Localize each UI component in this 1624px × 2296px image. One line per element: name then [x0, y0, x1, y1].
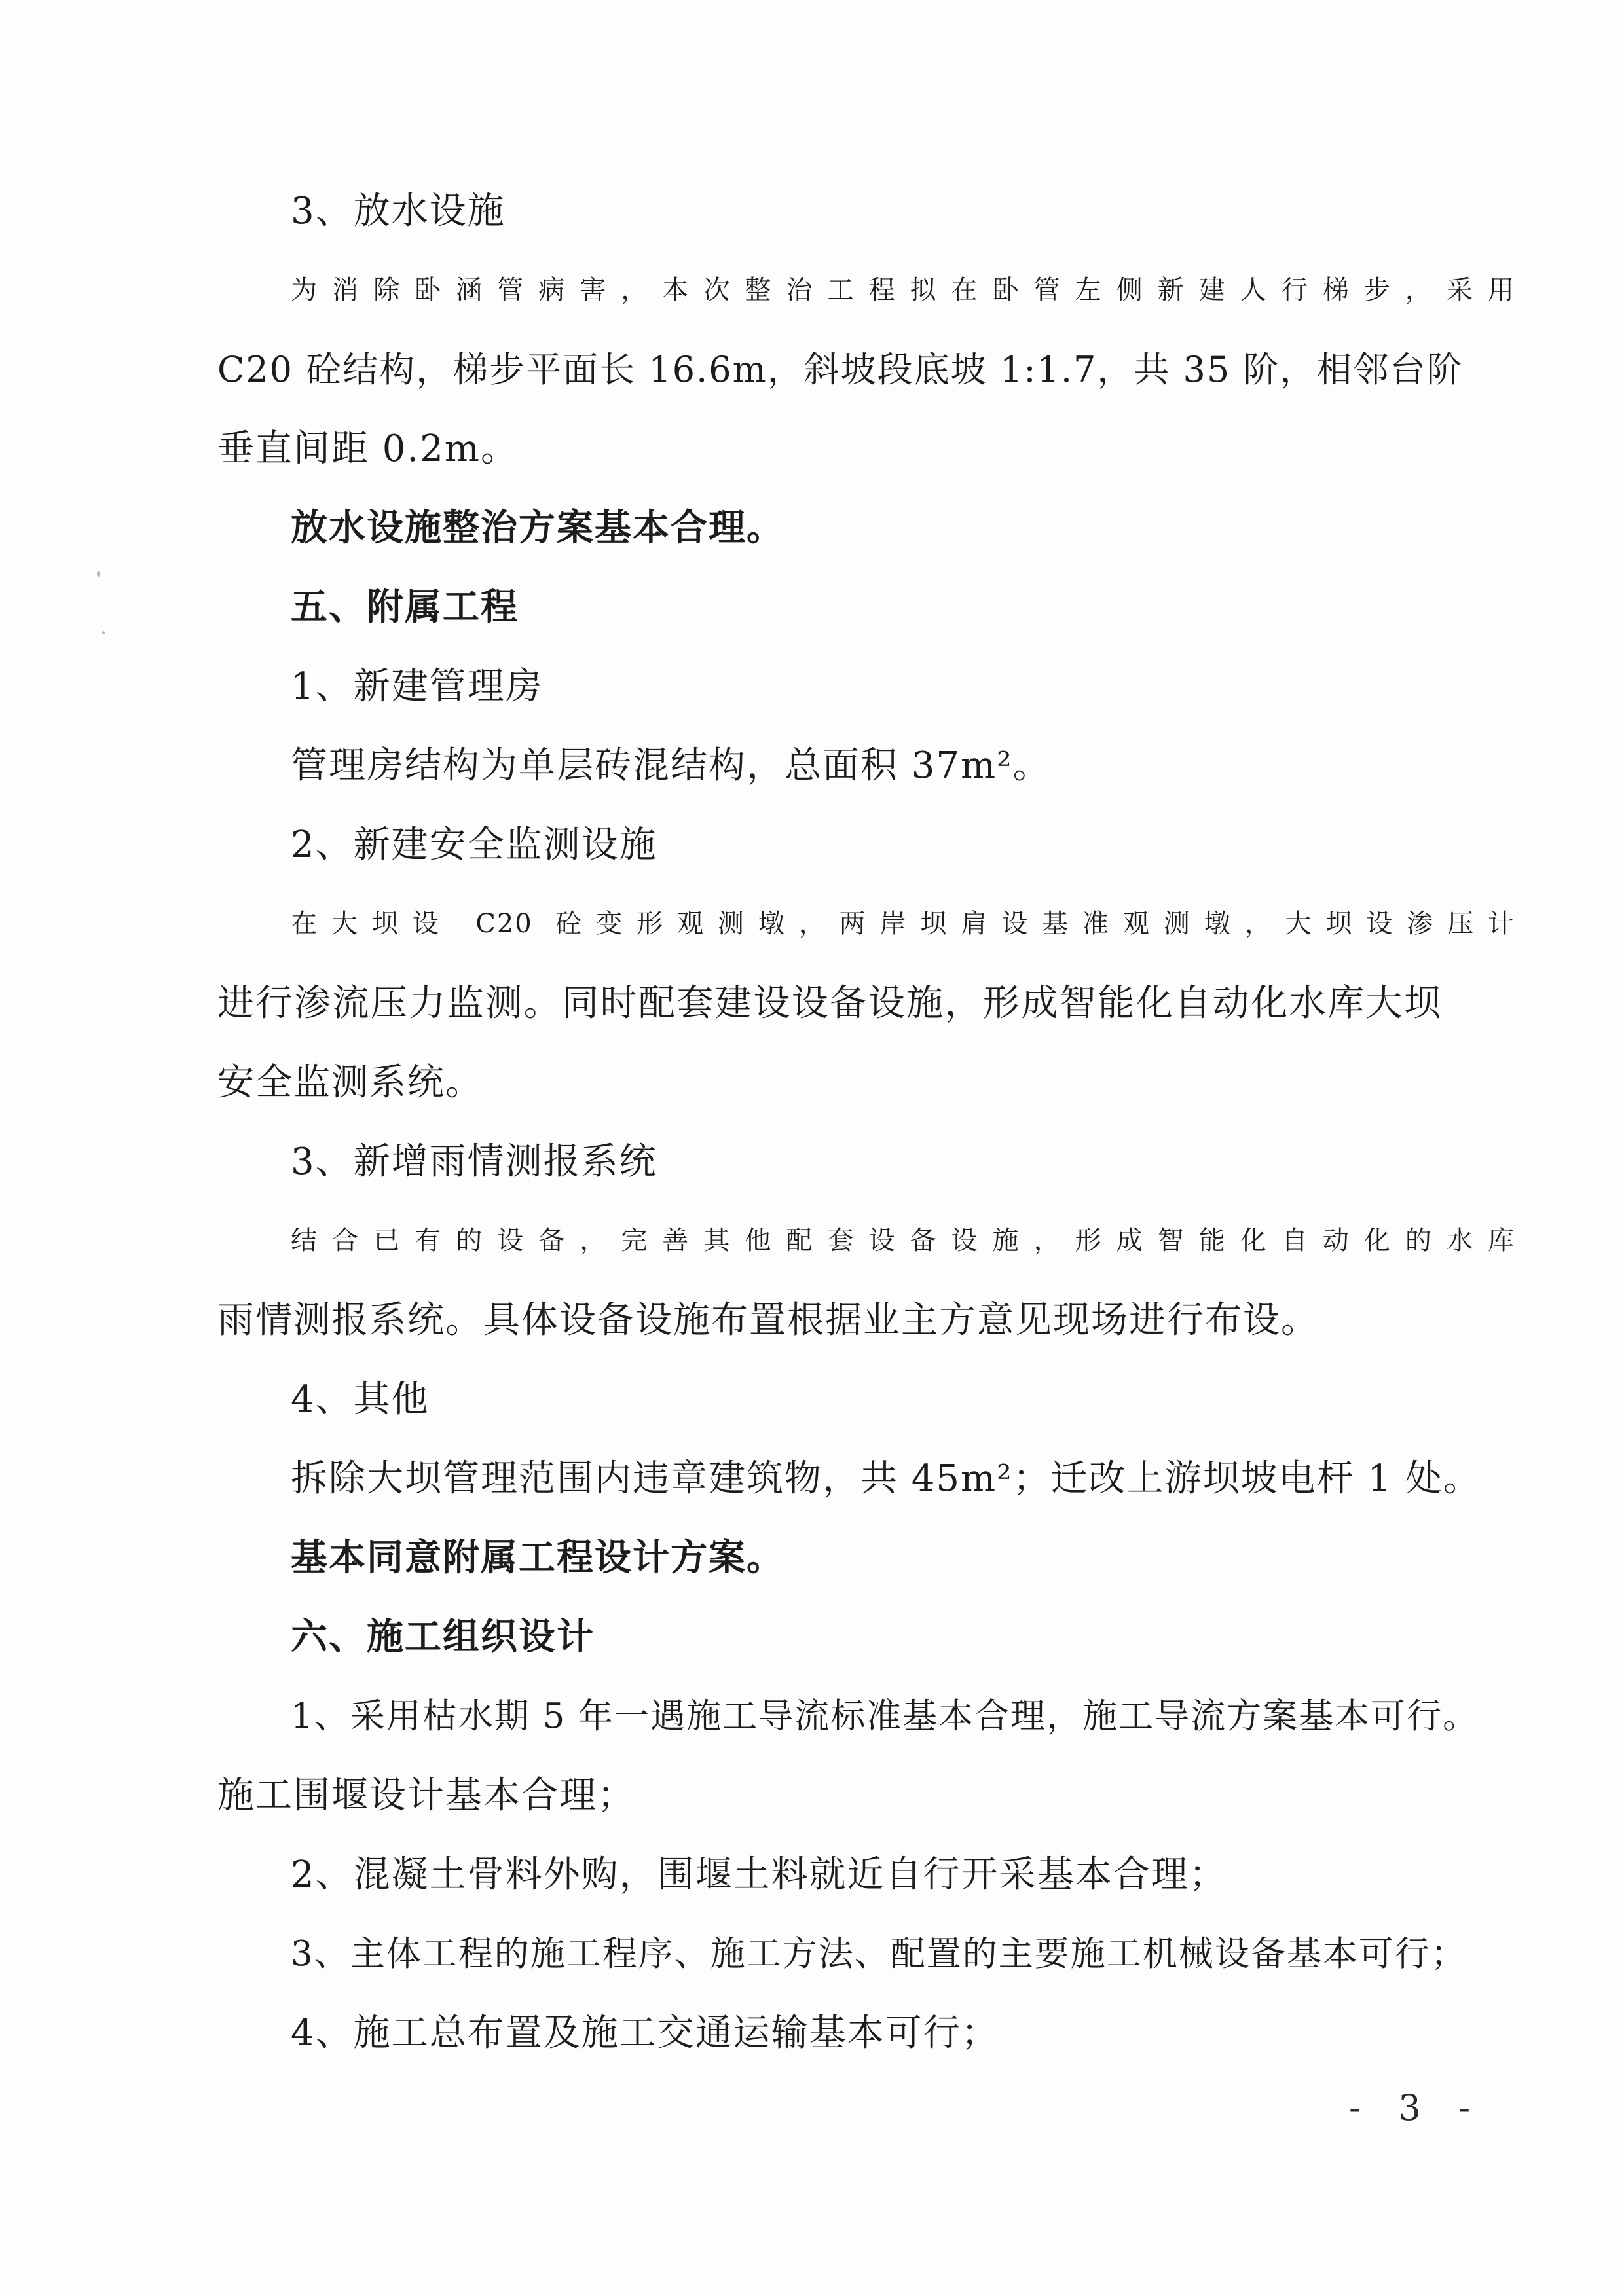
scan-speck — [102, 631, 105, 634]
section-heading: 六、施工组织设计 — [291, 1615, 595, 1658]
paragraph-line: 安全监测系统。 — [217, 1061, 483, 1104]
paragraph-line: C20 砼结构，梯步平面长 16.6m，斜坡段底坡 1:1.7，共 35 阶，相邻台阶 — [217, 349, 1464, 390]
paragraph-line: 在大坝设 C20 砼变形观测墩，两岸坝肩设基准观测墩，大坝设渗压计 — [291, 909, 1515, 939]
page-number: - 3 - — [1349, 2087, 1484, 2128]
list-item: 2、混凝土骨料外购，围堰土料就近自行开采基本合理； — [291, 1853, 1227, 1896]
paragraph-line: 进行渗流压力监测。同时配套建设设备设施，形成智能化自动化水库大坝 — [217, 982, 1442, 1025]
section-heading: 五、附属工程 — [291, 585, 519, 629]
list-item: 3、主体工程的施工程序、施工方法、配置的主要施工机械设备基本可行； — [291, 1934, 1467, 1974]
paragraph-line: 结合已有的设备，完善其他配套设备设施，形成智能化自动化的水库 — [291, 1226, 1515, 1256]
paragraph-line: 管理房结构为单层砖混结构，总面积 37m²。 — [291, 744, 1051, 787]
conclusion-line: 基本同意附属工程设计方案。 — [291, 1536, 784, 1579]
paragraph-line: 为消除卧涵管病害，本次整治工程拟在卧管左侧新建人行梯步，采用 — [291, 275, 1515, 305]
subsection-heading: 3、新增雨情测报系统 — [291, 1140, 657, 1183]
list-item: 4、施工总布置及施工交通运输基本可行； — [291, 2012, 999, 2054]
paragraph-line: 拆除大坝管理范围内违章建筑物，共 45m²；迁改上游坝坡电杆 1 处。 — [291, 1457, 1481, 1500]
document-body — [217, 172, 1515, 2073]
subsection-heading: 3、放水设施 — [291, 190, 506, 232]
list-item-continuation: 施工围堰设计基本合理； — [217, 1774, 635, 1817]
subsection-heading: 4、其他 — [291, 1378, 430, 1421]
subsection-heading: 2、新建安全监测设施 — [291, 824, 657, 866]
paragraph-line: 雨情测报系统。具体设备设施布置根据业主方意见现场进行布设。 — [217, 1299, 1319, 1341]
list-item: 1、采用枯水期 5 年一遇施工导流标准基本合理，施工导流方案基本可行。 — [291, 1696, 1479, 1736]
paragraph-line: 垂直间距 0.2m。 — [217, 428, 519, 470]
conclusion-line: 放水设施整治方案基本合理。 — [291, 506, 784, 549]
scan-speck — [97, 571, 100, 577]
subsection-heading: 1、新建管理房 — [291, 665, 544, 708]
